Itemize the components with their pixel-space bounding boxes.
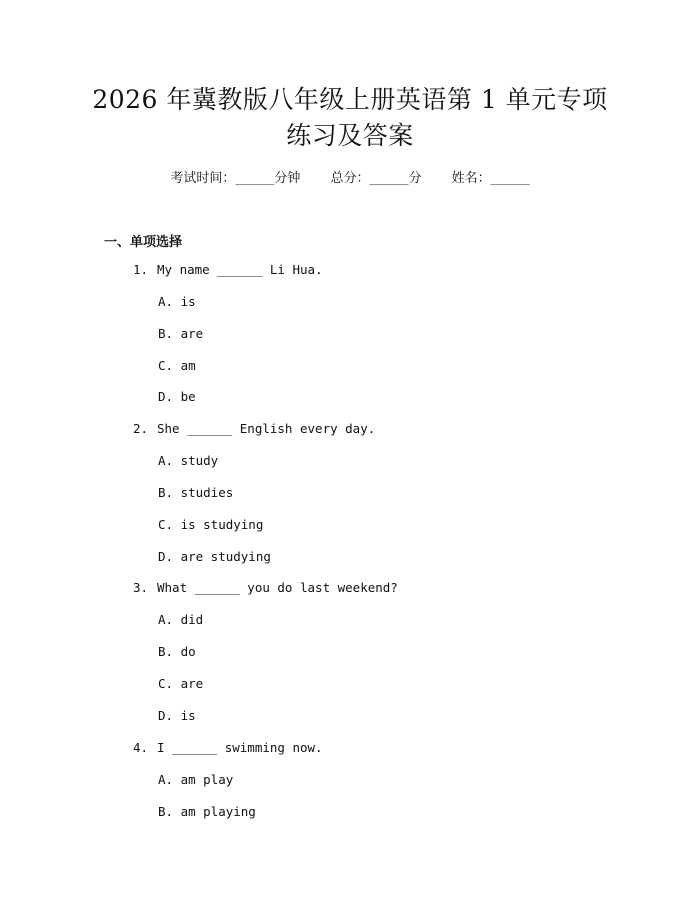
question-1-option-d: D. be [158,389,196,404]
question-number: 1. [133,262,149,277]
title-line-2: 练习及答案 [286,121,414,150]
student-name [452,170,530,188]
section-heading: 一、单项选择 [104,235,183,250]
question-text: I ______ swimming now. [157,740,323,755]
exam-time-unit: 分钟 [274,171,301,186]
exam-time [170,170,300,188]
question-4-option-b: B. am playing [158,804,256,819]
student-name-label: 姓名： [451,171,491,186]
title-line-1: 2026 年冀教版八年级上册英语第 1 单元专项 [92,85,608,114]
question-1-option-a: A. is [158,294,196,309]
question-1-option-b: B. are [158,326,204,341]
total-score [330,170,421,188]
question-3 [133,580,398,596]
question-2-option-b: B. studies [158,485,234,500]
question-number: 2. [133,421,149,436]
question-2-option-d: D. are studying [158,549,271,564]
total-score-unit: 分 [408,171,422,186]
question-3-option-d: D. is [158,708,196,723]
question-2-option-c: C. is studying [158,517,264,532]
question-text: My name ______ Li Hua. [157,262,323,277]
question-number: 4. [133,740,149,755]
question-3-option-b: B. do [158,644,196,659]
question-2 [133,421,375,437]
question-4-option-a: A. am play [158,772,234,787]
total-score-label: 总分： [330,171,370,186]
exam-time-label: 考试时间： [170,171,236,186]
question-4 [133,740,323,756]
question-number: 3. [133,580,149,595]
question-3-option-a: A. did [158,612,204,627]
total-score-blank: ______ [369,171,409,186]
question-2-option-a: A. study [158,453,219,468]
exam-time-blank: ______ [235,171,275,186]
student-name-blank: ______ [490,171,530,186]
question-1-option-c: C. am [158,358,196,373]
question-text: She ______ English every day. [157,421,376,436]
question-3-option-c: C. are [158,676,204,691]
question-text: What ______ you do last weekend? [157,580,398,595]
exam-info [0,170,700,188]
document-title [60,82,640,154]
question-1 [133,262,323,278]
